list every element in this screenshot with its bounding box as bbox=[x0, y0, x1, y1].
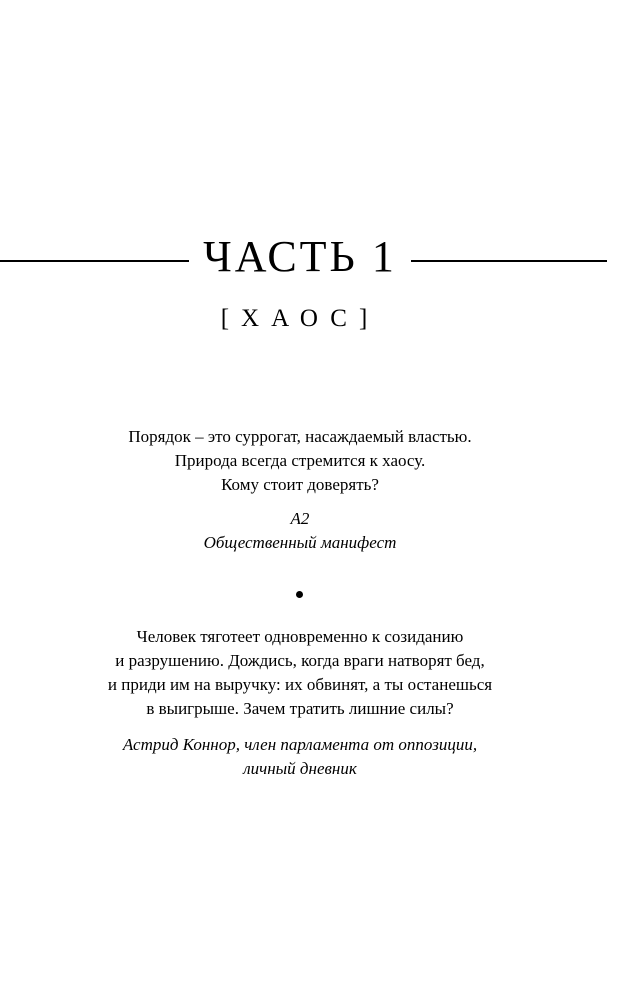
epigraph-2 bbox=[0, 625, 600, 781]
part-title-text: ЧАСТЬ 1 bbox=[189, 232, 411, 281]
epigraph-line: Кому стоит доверять? bbox=[221, 475, 379, 494]
epigraph-line: в выигрыше. Зачем тратить лишние силы? bbox=[146, 699, 454, 718]
epigraph-attribution-line: Общественный манифест bbox=[203, 533, 397, 552]
epigraph-attribution-line: Астрид Коннор, член парламента от оппозиции, bbox=[122, 735, 478, 754]
epigraph-line: и разрушению. Дождись, когда враги натворят бед, bbox=[115, 651, 485, 670]
epigraph-1 bbox=[0, 425, 600, 555]
part-title bbox=[0, 231, 600, 283]
epigraph-line: Порядок – это суррогат, насаждаемый властью. bbox=[128, 427, 472, 446]
epigraph-attribution-line: А2 bbox=[290, 509, 310, 528]
part-subtitle: [ХАОС] bbox=[220, 305, 380, 332]
epigraph-line: Природа всегда стремится к хаосу. bbox=[174, 451, 426, 470]
section-bullet bbox=[296, 591, 303, 598]
epigraph-attribution-line: личный дневник bbox=[243, 759, 357, 778]
epigraph-line: и приди им на выручку: их обвинят, а ты останешься bbox=[107, 675, 493, 694]
epigraph-line: Человек тяготеет одновременно к созиданию bbox=[136, 627, 464, 646]
